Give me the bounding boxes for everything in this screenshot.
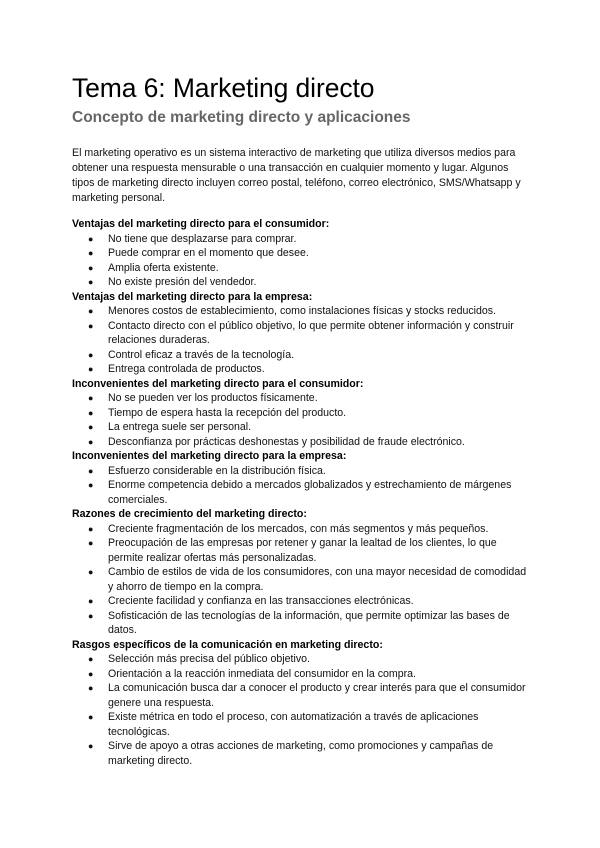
- bullet-list: [72, 232, 528, 290]
- list-item-text: Tiempo de espera hasta la recepción del producto.: [108, 406, 347, 419]
- page-title: Tema 6: Marketing directo: [72, 73, 375, 103]
- list-item-text: Puede comprar en el momento que desee.: [108, 247, 309, 259]
- list-item: [72, 594, 528, 609]
- bullet-icon: ●: [88, 364, 94, 374]
- sections-container: [72, 217, 528, 768]
- bullet-icon: ●: [88, 277, 94, 287]
- bullet-icon: ●: [88, 407, 94, 418]
- list-item-text: Entrega controlada de productos.: [108, 363, 265, 375]
- list-item-text: Cambio de estilos de vida de los consumidores, con una mayor necesidad de comodidad y ahorro de tiempo en la compra.: [108, 566, 527, 593]
- list-item-text: Amplia oferta existente.: [108, 261, 219, 274]
- list-item-text: Control eficaz a través de la tecnología.: [108, 348, 295, 361]
- list-item: [72, 391, 528, 406]
- section-heading: Ventajas del marketing directo para la empresa:: [72, 290, 313, 303]
- bullet-list: [72, 522, 528, 638]
- list-item-text: No tiene que desplazarse para comprar.: [108, 232, 297, 245]
- list-item: [72, 362, 528, 377]
- list-item-text: Enorme competencia debido a mercados globalizados y estrechamiento de márgenes comerciales.: [108, 479, 512, 506]
- section-heading: Rasgos específicos de la comunicación en marketing directo:: [72, 638, 383, 651]
- bullet-icon: ●: [88, 349, 94, 360]
- bullet-icon: ●: [88, 480, 94, 490]
- bullet-icon: ●: [88, 393, 94, 403]
- list-item: [72, 406, 528, 421]
- list-item-text: Menores costos de establecimiento, como instalaciones físicas y stocks reducidos.: [108, 305, 497, 317]
- section-heading: Razones de crecimiento del marketing directo:: [72, 508, 307, 520]
- bullet-icon: ●: [88, 306, 94, 316]
- bullet-icon: ●: [88, 523, 94, 534]
- list-item-text: La comunicación busca dar a conocer el producto y crear interés para que el consumidor genere una respuesta.: [108, 682, 526, 709]
- bullet-icon: ●: [88, 233, 94, 244]
- list-item-text: Sofisticación de las tecnologías de la información, que permite optimizar las bases de datos.: [108, 609, 510, 636]
- list-item: [72, 420, 528, 435]
- bullet-icon: ●: [88, 610, 94, 621]
- list-item: [72, 652, 528, 667]
- list-item-text: Selección más precisa del público objetivo.: [108, 653, 310, 665]
- list-item-text: Creciente fragmentación de los mercados, con más segmentos y más pequeños.: [108, 522, 489, 535]
- list-item: [72, 681, 528, 710]
- bullet-icon: ●: [88, 683, 94, 693]
- bullet-list: [72, 464, 528, 508]
- list-item: [72, 522, 528, 537]
- list-item: [72, 478, 528, 507]
- bullet-icon: ●: [88, 654, 94, 664]
- list-item-text: Sirve de apoyo a otras acciones de marketing, como promociones y campañas de marketing directo.: [108, 740, 494, 767]
- list-item: [72, 464, 528, 479]
- list-item-text: Desconfianza por prácticas deshonestas y posibilidad de fraude electrónico.: [108, 435, 465, 448]
- bullet-icon: ●: [88, 320, 94, 331]
- intro-paragraph: El marketing operativo es un sistema interactivo de marketing que utiliza diversos medios para obtener una respuesta mensurable o una transacción en cualquier momento y lugar. Algunos tipos de marketing directo incluyen correo postal, teléfono, correo electrónico, SMS/Whatsapp y marketing personal.: [72, 147, 521, 204]
- list-item-text: Existe métrica en todo el proceso, con automatización a través de aplicaciones tecnológicas.: [108, 711, 479, 738]
- section-heading: Inconvenientes del marketing directo para la empresa:: [72, 450, 347, 462]
- list-item: [72, 348, 528, 363]
- bullet-icon: ●: [88, 712, 94, 722]
- list-item-text: Creciente facilidad y confianza en las transacciones electrónicas.: [108, 595, 414, 607]
- list-item: [72, 609, 528, 638]
- list-item: [72, 536, 528, 565]
- bullet-icon: ●: [88, 538, 94, 548]
- bullet-icon: ●: [88, 567, 94, 577]
- list-item-text: La entrega suele ser personal.: [108, 421, 252, 433]
- bullet-icon: ●: [88, 596, 94, 606]
- list-item-text: Orientación a la reacción inmediata del consumidor en la compra.: [108, 667, 416, 680]
- list-item-text: Esfuerzo considerable en la distribución física.: [108, 464, 326, 477]
- list-item-text: Contacto directo con el público objetivo, lo que permite obtener información y construir relaciones duraderas.: [108, 319, 514, 346]
- bullet-icon: ●: [88, 422, 94, 432]
- document-page: [72, 72, 528, 768]
- list-item: [72, 246, 528, 261]
- bullet-list: [72, 391, 528, 449]
- list-item: [72, 435, 528, 450]
- list-item-text: No existe presión del vendedor.: [108, 276, 257, 288]
- section-heading: Ventajas del marketing directo para el consumidor:: [72, 218, 330, 230]
- bullet-list: [72, 652, 528, 768]
- list-item: [72, 275, 528, 290]
- list-item: [72, 565, 528, 594]
- list-item-text: No se pueden ver los productos físicamente.: [108, 392, 318, 404]
- bullet-icon: ●: [88, 248, 94, 258]
- list-item: [72, 710, 528, 739]
- list-item: [72, 261, 528, 276]
- section-heading: Inconvenientes del marketing directo para el consumidor:: [72, 377, 364, 390]
- bullet-icon: ●: [88, 741, 94, 751]
- list-item: [72, 232, 528, 247]
- bullet-icon: ●: [88, 262, 94, 273]
- list-item: [72, 319, 528, 348]
- bullet-icon: ●: [88, 465, 94, 476]
- list-item: [72, 667, 528, 682]
- bullet-icon: ●: [88, 436, 94, 447]
- page-subtitle: Concepto de marketing directo y aplicaciones: [72, 109, 411, 126]
- list-item-text: Preocupación de las empresas por retener y ganar la lealtad de los clientes, lo que permite realizar ofertas más personalizadas.: [108, 537, 497, 564]
- list-item: [72, 739, 528, 768]
- list-item: [72, 304, 528, 319]
- bullet-list: [72, 304, 528, 377]
- bullet-icon: ●: [88, 668, 94, 679]
